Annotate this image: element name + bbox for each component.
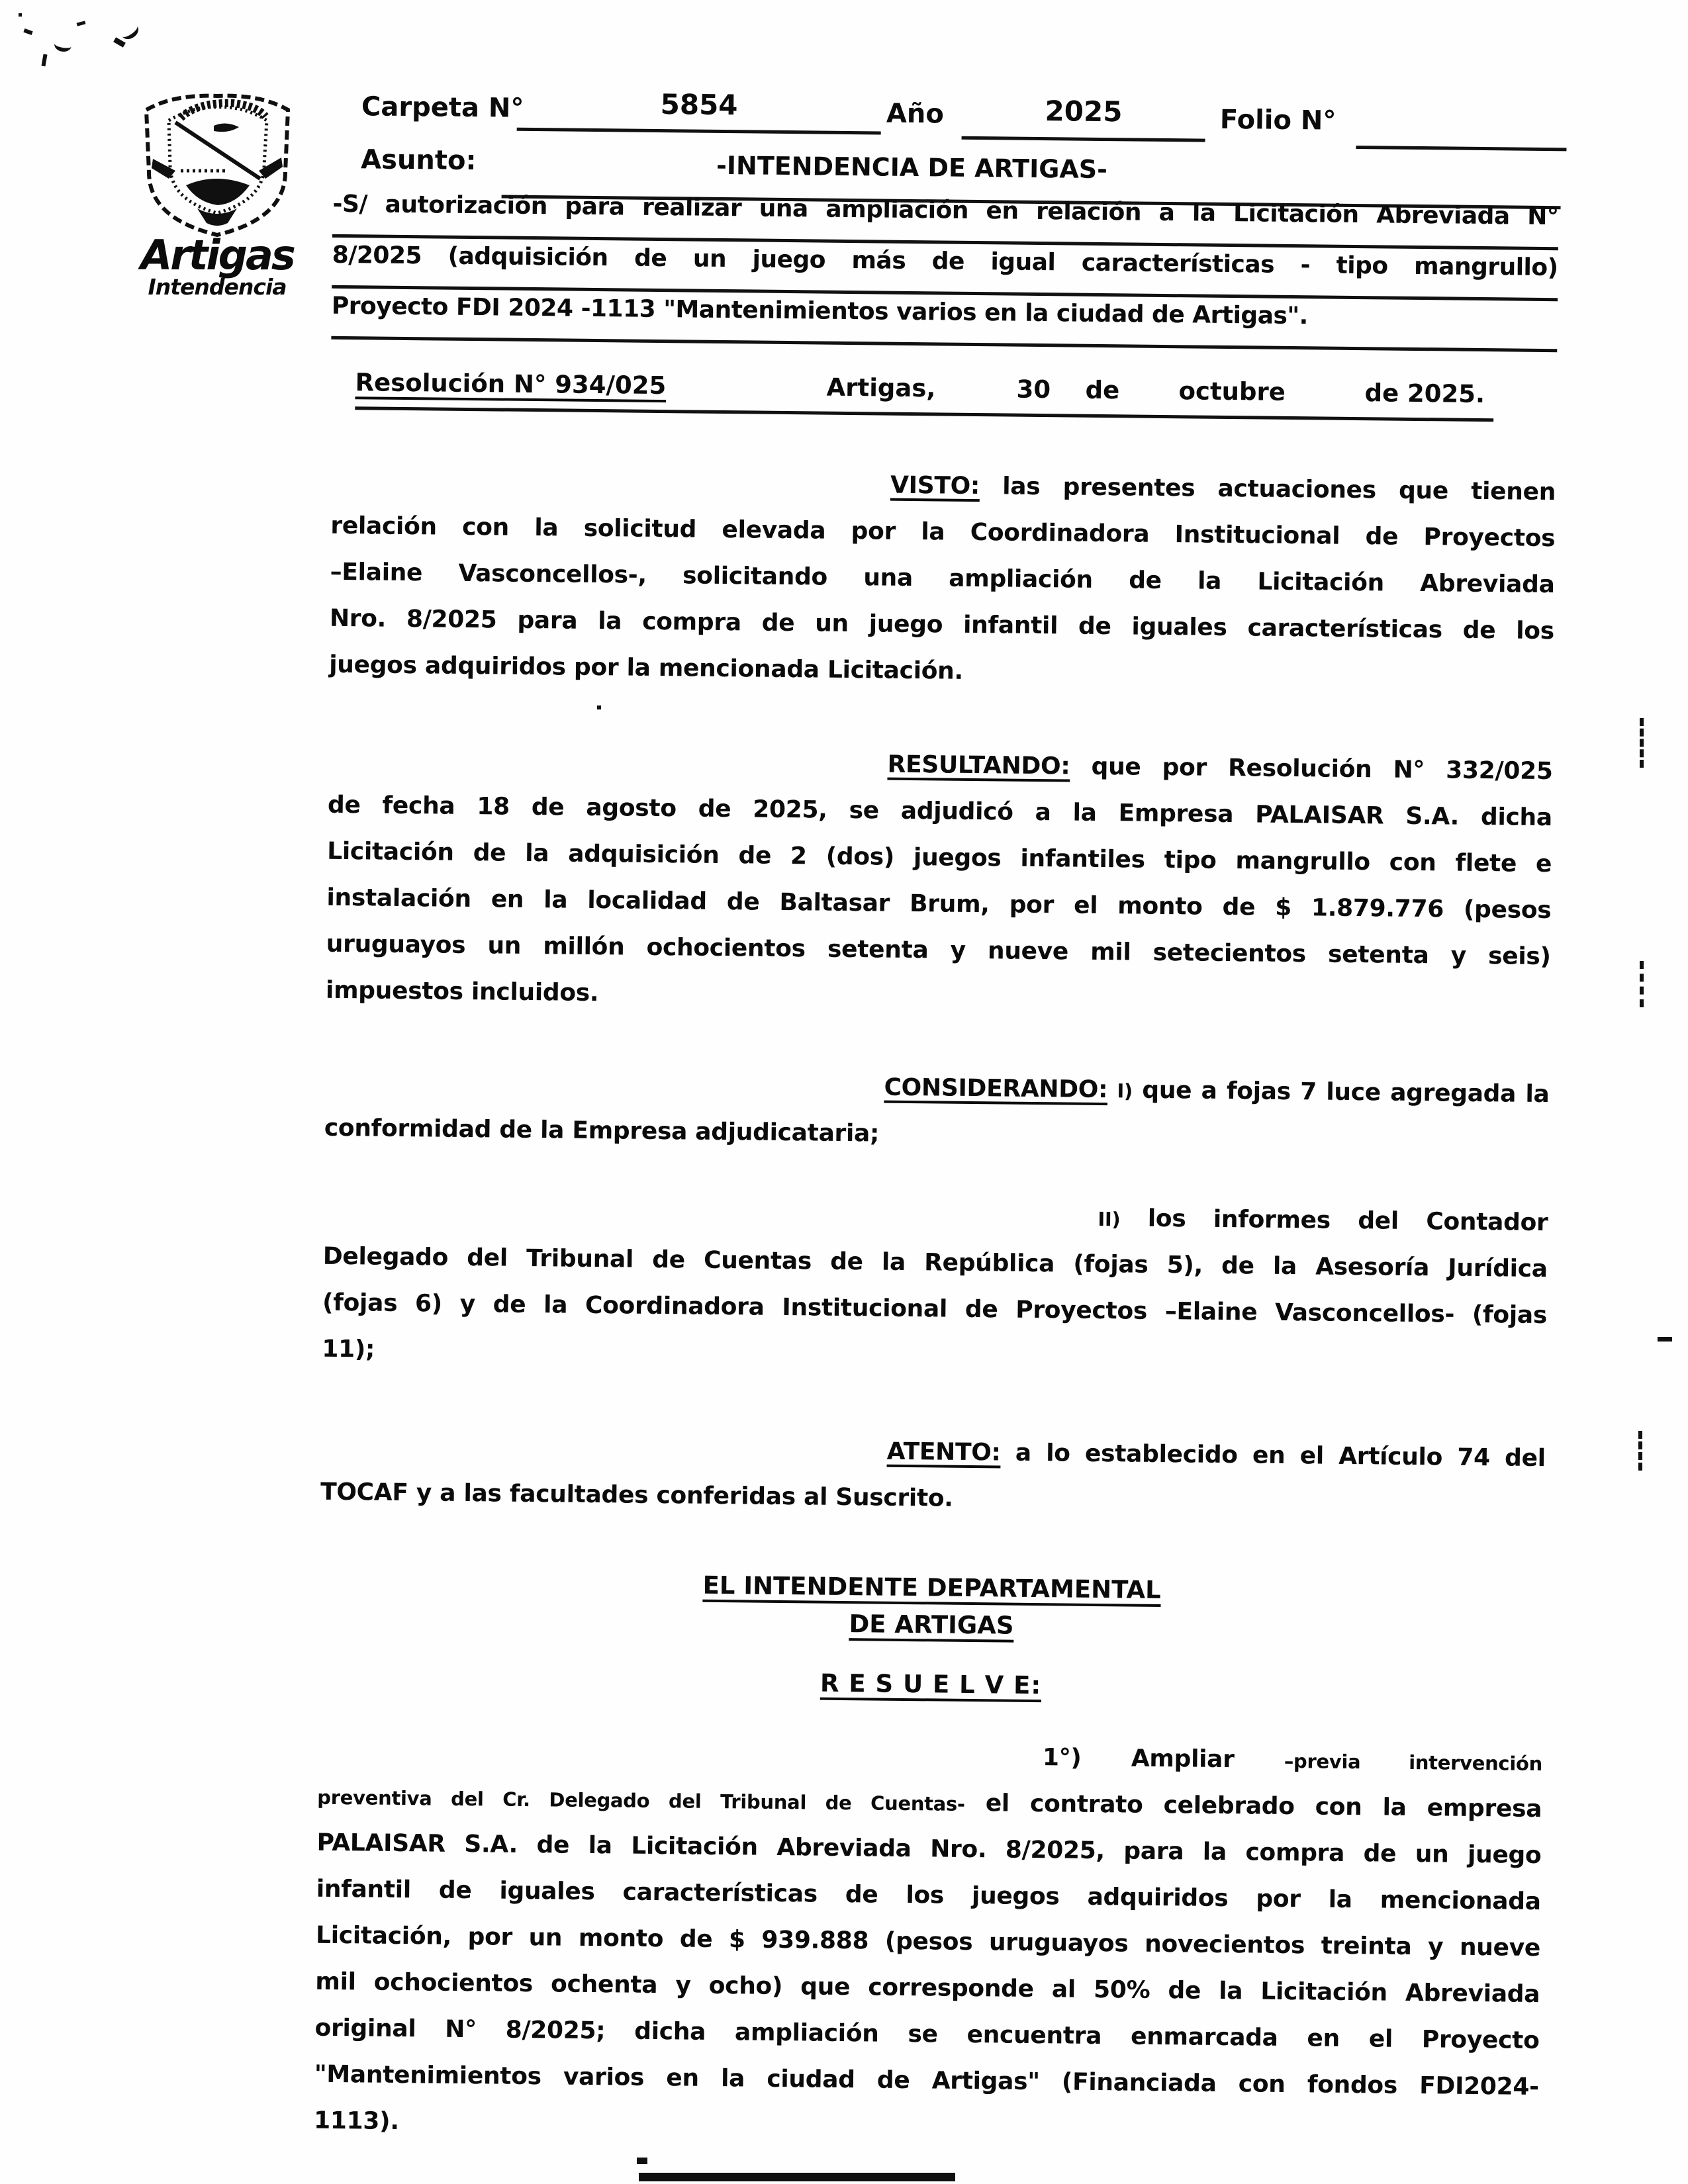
margin-dash-mark <box>1638 1431 1642 1471</box>
text-line: 1°) Ampliar –previa intervención <box>1042 1744 1543 1776</box>
subject-line: 8/2025 (adquisición de un juego más de igual características - tipo mangrullo) <box>332 242 1558 301</box>
text-line: relación con la solicitud elevada por la Coordinadora Institucional de Proyectos <box>330 512 1556 553</box>
scan-speck <box>597 705 601 709</box>
scan-speck <box>19 13 22 17</box>
scan-speck <box>637 2158 647 2164</box>
text-line: infantil de iguales características de los juegos adquiridos por la mencionada <box>316 1875 1541 1916</box>
resolution-day: 30 <box>1016 375 1051 404</box>
text-line: TOCAF y a las facultades conferidas al Suscrito. <box>320 1478 953 1512</box>
carpeta-label: Carpeta N° <box>361 91 524 124</box>
text-line: conformidad de la Empresa adjudicataria; <box>324 1114 880 1148</box>
folio-value <box>1356 102 1567 104</box>
logo-subtitle: Intendencia <box>148 274 287 300</box>
logo-title: Artigas <box>140 231 294 279</box>
resolution-de1: de <box>1085 375 1120 405</box>
text-line: VISTO: las presentes actuaciones que tienen <box>890 471 1556 506</box>
text-line: Licitación de la adquisición de 2 (dos) juegos infantiles tipo mangrullo con flete e <box>327 837 1552 878</box>
text-line: instalación en la localidad de Baltasar Brum, por el monto de $ 1.879.776 (pesos <box>326 884 1552 925</box>
subject-line: Proyecto FDI 2024 -1113 "Mantenimientos varios en la ciudad de Artigas". <box>331 293 1558 352</box>
folio-label: Folio N° <box>1219 104 1336 136</box>
text-line: original N° 8/2025; dicha ampliación se encuentra enmarcada en el Proyecto <box>314 2014 1540 2055</box>
heading-intendente: EL INTENDENTE DEPARTAMENTAL <box>702 1570 1161 1605</box>
paragraph-p1 <box>314 1737 1542 2166</box>
subject-block <box>331 191 1558 356</box>
text-line: Nro. 8/2025 para la compra de un juego infantil de iguales características de los <box>329 604 1555 645</box>
text-line: ATENTO: a lo establecido en el Artículo 74 del <box>886 1437 1546 1473</box>
heading-de-artigas: DE ARTIGAS <box>849 1610 1014 1640</box>
ano-label: Año <box>886 98 945 130</box>
margin-dash-mark <box>1640 961 1644 1007</box>
resolution-month: octubre <box>1178 377 1286 406</box>
bottom-scan-bar <box>639 2173 955 2181</box>
subject-line: -S/ autorización para realizar una ampliación en relación a la Licitación Abreviada N° <box>332 191 1559 250</box>
paragraph-informes <box>322 1197 1548 1394</box>
paragraph-resultando <box>326 745 1553 1036</box>
paragraph-considerando <box>324 1068 1549 1173</box>
text-line: Licitación, por un monto de $ 939.888 (pesos uruguayos novecientos treinta y nueve <box>315 1921 1541 1962</box>
ano-rule <box>962 136 1205 142</box>
text-line: PALAISAR S.A. de la Licitación Abreviada Nro. 8/2025, para la compra de un juego <box>316 1829 1542 1870</box>
asunto-value: -INTENDENCIA DE ARTIGAS- <box>716 150 1108 185</box>
text-line: Delegado del Tribunal de Cuentas de la República (fojas 5), de la Asesoría Jurídica <box>322 1242 1548 1283</box>
text-line: –Elaine Vasconcellos-, solicitando una ampliación de la Licitación Abreviada <box>330 558 1555 599</box>
text-line: II) los informes del Contador <box>1098 1205 1548 1237</box>
text-line: preventiva del Cr. Delegado del Tribunal de Cuentas- el contrato celebrado con la empresa <box>317 1786 1542 1823</box>
text-line: "Mantenimientos varios en la ciudad de Artigas" (Financiada con fondos FDI2024- <box>314 2060 1540 2101</box>
paragraph-visto <box>329 466 1556 710</box>
text-line: CONSIDERANDO: I) que a fojas 7 luce agregada la <box>884 1073 1550 1109</box>
text-line: 1113). <box>313 2107 399 2136</box>
ano-value: 2025 <box>1045 95 1123 128</box>
text-line: juegos adquiridos por la mencionada Licitación. <box>328 651 964 685</box>
folio-rule <box>1356 146 1566 151</box>
carpeta-rule <box>517 128 881 135</box>
heading-resuelve: R E S U E L V E: <box>820 1668 1042 1700</box>
text-line: uruguayos un millón ochocientos setenta y nueve mil setecientos setenta y seis) <box>326 930 1551 971</box>
text-line: 11); <box>322 1335 375 1363</box>
resolution-de2: de 2025. <box>1364 379 1485 409</box>
margin-dash-mark <box>1640 718 1644 768</box>
resolution-number: Resolución N° 934/025 <box>355 368 667 400</box>
text-line: RESULTANDO: que por Resolución N° 332/025 <box>887 751 1553 786</box>
resolution-place: Artigas, <box>826 373 936 403</box>
asunto-label: Asunto: <box>360 144 477 177</box>
text-line: mil ochocientos ochenta y ocho) que corresponde al 50% de la Licitación Abreviada <box>315 1968 1540 2009</box>
text-line: impuestos incluidos. <box>325 976 599 1007</box>
text-line: (fojas 6) y de la Coordinadora Institucional de Proyectos –Elaine Vasconcellos- (fojas <box>322 1289 1548 1330</box>
resolution-row <box>355 368 1494 422</box>
carpeta-value: 5854 <box>660 87 738 122</box>
margin-dash-mark <box>1658 1337 1672 1342</box>
paragraph-atento <box>320 1432 1546 1537</box>
text-line: de fecha 18 de agosto de 2025, se adjudicó a la Empresa PALAISAR S.A. dicha <box>327 791 1553 832</box>
